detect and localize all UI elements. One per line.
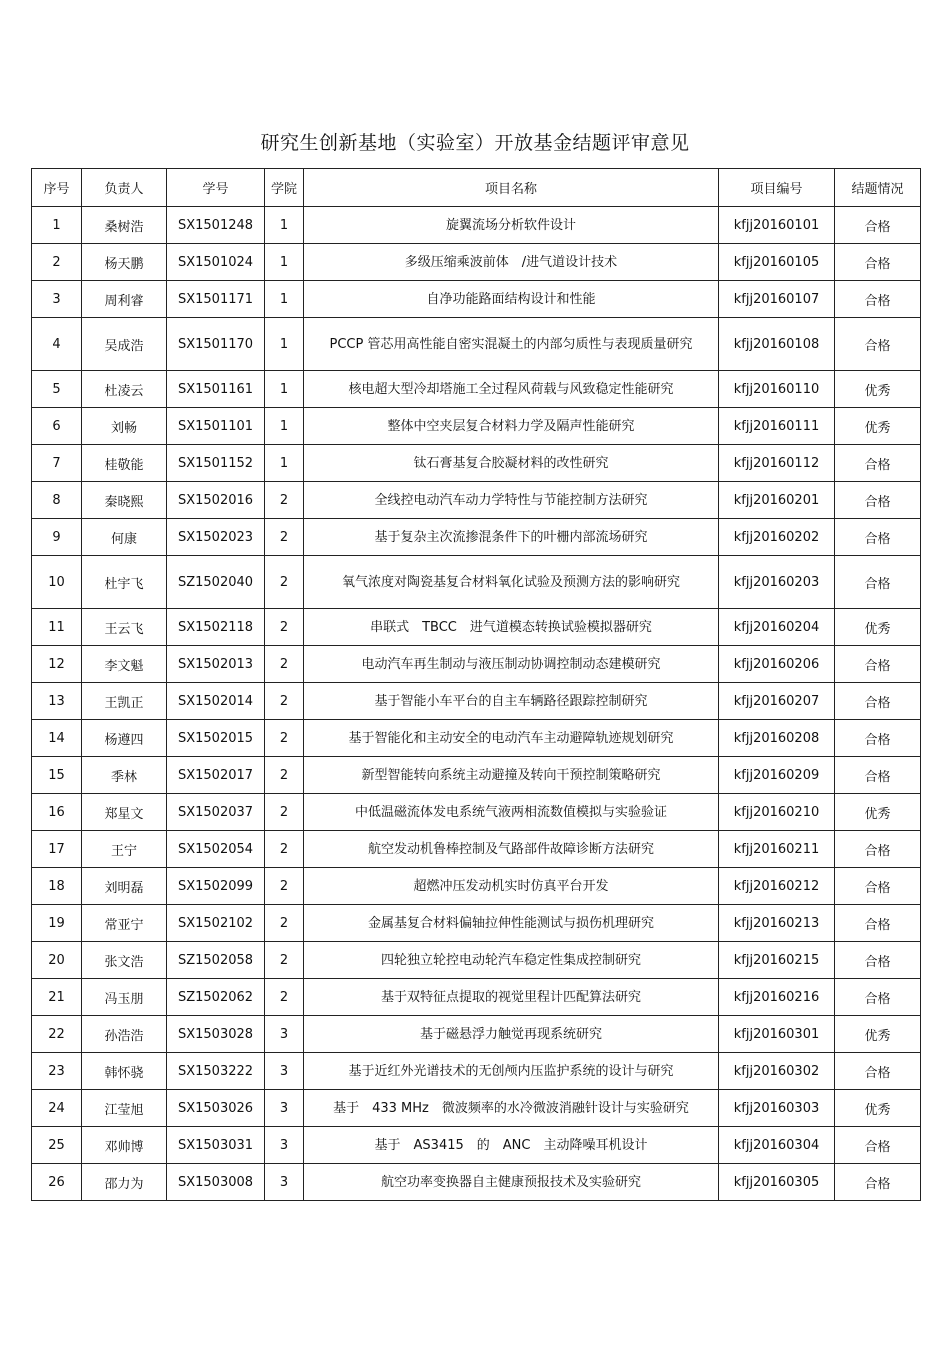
table-row (32, 905, 921, 942)
result: 合格 (835, 646, 921, 683)
leader-name: 秦晓熙 (82, 482, 167, 519)
header-leader: 负责人 (82, 169, 167, 207)
table-row (32, 408, 921, 445)
project-code: kfjj20160108 (719, 318, 835, 371)
row-index: 2 (32, 244, 82, 281)
student-id: SX1502013 (167, 646, 265, 683)
result: 合格 (835, 244, 921, 281)
project-code: kfjj20160305 (719, 1164, 835, 1201)
result: 合格 (835, 683, 921, 720)
table-row (32, 1016, 921, 1053)
leader-name: 孙浩浩 (82, 1016, 167, 1053)
result: 优秀 (835, 371, 921, 408)
row-index: 17 (32, 831, 82, 868)
header-project-name: 项目名称 (304, 169, 719, 207)
student-id: SX1502118 (167, 609, 265, 646)
row-index: 16 (32, 794, 82, 831)
leader-name: 杜凌云 (82, 371, 167, 408)
result: 合格 (835, 445, 921, 482)
project-code: kfjj20160206 (719, 646, 835, 683)
college: 2 (265, 794, 304, 831)
result: 合格 (835, 757, 921, 794)
college: 2 (265, 905, 304, 942)
table-row (32, 519, 921, 556)
table-row (32, 868, 921, 905)
student-id: SX1502016 (167, 482, 265, 519)
table-row (32, 1164, 921, 1201)
student-id: SZ1502058 (167, 942, 265, 979)
project-code: kfjj20160209 (719, 757, 835, 794)
table-row (32, 942, 921, 979)
college: 2 (265, 757, 304, 794)
project-name: 新型智能转向系统主动避撞及转向干预控制策略研究 (304, 757, 719, 794)
college: 2 (265, 519, 304, 556)
project-code: kfjj20160210 (719, 794, 835, 831)
result: 优秀 (835, 1016, 921, 1053)
college: 2 (265, 831, 304, 868)
student-id: SX1502037 (167, 794, 265, 831)
row-index: 18 (32, 868, 82, 905)
project-name: 自净功能路面结构设计和性能 (304, 281, 719, 318)
result: 合格 (835, 1127, 921, 1164)
student-id: SX1501152 (167, 445, 265, 482)
student-id: SX1502099 (167, 868, 265, 905)
student-id: SX1501170 (167, 318, 265, 371)
student-id: SX1501248 (167, 207, 265, 244)
leader-name: 韩怀骁 (82, 1053, 167, 1090)
header-student-id: 学号 (167, 169, 265, 207)
table-row (32, 683, 921, 720)
project-name: 航空发动机鲁棒控制及气路部件故障诊断方法研究 (304, 831, 719, 868)
table-row (32, 318, 921, 371)
table-row (32, 371, 921, 408)
student-id: SX1501171 (167, 281, 265, 318)
result: 合格 (835, 318, 921, 371)
result: 合格 (835, 556, 921, 609)
student-id: SX1501024 (167, 244, 265, 281)
row-index: 14 (32, 720, 82, 757)
project-code: kfjj20160107 (719, 281, 835, 318)
college: 2 (265, 556, 304, 609)
result: 合格 (835, 979, 921, 1016)
college: 2 (265, 646, 304, 683)
result: 合格 (835, 942, 921, 979)
project-name: 整体中空夹层复合材料力学及隔声性能研究 (304, 408, 719, 445)
project-code: kfjj20160211 (719, 831, 835, 868)
result: 合格 (835, 207, 921, 244)
table-row (32, 979, 921, 1016)
leader-name: 冯玉朋 (82, 979, 167, 1016)
table-row (32, 794, 921, 831)
result: 合格 (835, 1164, 921, 1201)
row-index: 15 (32, 757, 82, 794)
project-name: 基于 AS3415 的 ANC 主动降噪耳机设计 (304, 1127, 719, 1164)
row-index: 20 (32, 942, 82, 979)
table-row (32, 720, 921, 757)
project-name: 旋翼流场分析软件设计 (304, 207, 719, 244)
leader-name: 邵力为 (82, 1164, 167, 1201)
leader-name: 吴成浩 (82, 318, 167, 371)
project-code: kfjj20160212 (719, 868, 835, 905)
college: 2 (265, 609, 304, 646)
project-name: 串联式 TBCC 进气道模态转换试验模拟器研究 (304, 609, 719, 646)
row-index: 25 (32, 1127, 82, 1164)
leader-name: 季林 (82, 757, 167, 794)
college: 1 (265, 408, 304, 445)
leader-name: 邓帅博 (82, 1127, 167, 1164)
project-code: kfjj20160204 (719, 609, 835, 646)
student-id: SZ1502062 (167, 979, 265, 1016)
table-row (32, 831, 921, 868)
table-row (32, 207, 921, 244)
row-index: 13 (32, 683, 82, 720)
student-id: SX1501161 (167, 371, 265, 408)
leader-name: 王凯正 (82, 683, 167, 720)
project-name: 核电超大型冷却塔施工全过程风荷载与风致稳定性能研究 (304, 371, 719, 408)
result: 合格 (835, 720, 921, 757)
table-row (32, 482, 921, 519)
student-id: SX1501101 (167, 408, 265, 445)
project-code: kfjj20160302 (719, 1053, 835, 1090)
result: 优秀 (835, 609, 921, 646)
row-index: 6 (32, 408, 82, 445)
row-index: 21 (32, 979, 82, 1016)
project-name: 四轮独立轮控电动轮汽车稳定性集成控制研究 (304, 942, 719, 979)
college: 2 (265, 720, 304, 757)
row-index: 23 (32, 1053, 82, 1090)
leader-name: 桑树浩 (82, 207, 167, 244)
result: 合格 (835, 868, 921, 905)
student-id: SX1502017 (167, 757, 265, 794)
leader-name: 桂敬能 (82, 445, 167, 482)
row-index: 9 (32, 519, 82, 556)
project-code: kfjj20160101 (719, 207, 835, 244)
table-row (32, 556, 921, 609)
college: 2 (265, 868, 304, 905)
table-row (32, 609, 921, 646)
leader-name: 刘畅 (82, 408, 167, 445)
project-code: kfjj20160202 (719, 519, 835, 556)
leader-name: 张文浩 (82, 942, 167, 979)
project-name: 中低温磁流体发电系统气液两相流数值模拟与实验验证 (304, 794, 719, 831)
row-index: 8 (32, 482, 82, 519)
table-row (32, 1127, 921, 1164)
project-code: kfjj20160110 (719, 371, 835, 408)
table-row (32, 646, 921, 683)
row-index: 24 (32, 1090, 82, 1127)
project-code: kfjj20160215 (719, 942, 835, 979)
college: 2 (265, 482, 304, 519)
project-name: 基于近红外光谱技术的无创颅内压监护系统的设计与研究 (304, 1053, 719, 1090)
student-id: SZ1502040 (167, 556, 265, 609)
student-id: SX1502023 (167, 519, 265, 556)
leader-name: 江莹旭 (82, 1090, 167, 1127)
project-code: kfjj20160213 (719, 905, 835, 942)
table-row (32, 1090, 921, 1127)
project-name: 多级压缩乘波前体 /进气道设计技术 (304, 244, 719, 281)
leader-name: 王宁 (82, 831, 167, 868)
project-name: 超燃冲压发动机实时仿真平台开发 (304, 868, 719, 905)
row-index: 1 (32, 207, 82, 244)
college: 1 (265, 281, 304, 318)
college: 1 (265, 371, 304, 408)
row-index: 12 (32, 646, 82, 683)
college: 3 (265, 1016, 304, 1053)
student-id: SX1502014 (167, 683, 265, 720)
project-name: 基于复杂主次流掺混条件下的叶栅内部流场研究 (304, 519, 719, 556)
header-index: 序号 (32, 169, 82, 207)
student-id: SX1502054 (167, 831, 265, 868)
project-name: 基于 433 MHz 微波频率的水冷微波消融针设计与实验研究 (304, 1090, 719, 1127)
header-project-code: 项目编号 (719, 169, 835, 207)
leader-name: 杜宇飞 (82, 556, 167, 609)
project-name: 基于磁悬浮力触觉再现系统研究 (304, 1016, 719, 1053)
student-id: SX1502102 (167, 905, 265, 942)
project-name: 基于双特征点提取的视觉里程计匹配算法研究 (304, 979, 719, 1016)
college: 1 (265, 244, 304, 281)
student-id: SX1502015 (167, 720, 265, 757)
result: 优秀 (835, 1090, 921, 1127)
college: 3 (265, 1127, 304, 1164)
document-title: 研究生创新基地（实验室）开放基金结题评审意见 (260, 132, 690, 154)
result: 合格 (835, 1053, 921, 1090)
project-code: kfjj20160301 (719, 1016, 835, 1053)
student-id: SX1503008 (167, 1164, 265, 1201)
college: 2 (265, 979, 304, 1016)
college: 3 (265, 1164, 304, 1201)
project-name: PCCP 管芯用高性能自密实混凝土的内部匀质性与表现质量研究 (304, 318, 719, 371)
student-id: SX1503031 (167, 1127, 265, 1164)
header-result: 结题情况 (835, 169, 921, 207)
college: 2 (265, 683, 304, 720)
leader-name: 杨遵四 (82, 720, 167, 757)
table-row (32, 757, 921, 794)
table-row (32, 244, 921, 281)
leader-name: 周利睿 (82, 281, 167, 318)
header-row (32, 169, 921, 207)
student-id: SX1503028 (167, 1016, 265, 1053)
project-name: 基于智能小车平台的自主车辆路径跟踪控制研究 (304, 683, 719, 720)
project-code: kfjj20160303 (719, 1090, 835, 1127)
leader-name: 王云飞 (82, 609, 167, 646)
college: 3 (265, 1053, 304, 1090)
leader-name: 杨天鹏 (82, 244, 167, 281)
college: 1 (265, 318, 304, 371)
row-index: 26 (32, 1164, 82, 1201)
leader-name: 李文魁 (82, 646, 167, 683)
project-name: 氧气浓度对陶瓷基复合材料氧化试验及预测方法的影响研究 (304, 556, 719, 609)
project-code: kfjj20160111 (719, 408, 835, 445)
result: 合格 (835, 281, 921, 318)
review-table (31, 168, 921, 1201)
project-code: kfjj20160201 (719, 482, 835, 519)
project-name: 全线控电动汽车动力学特性与节能控制方法研究 (304, 482, 719, 519)
row-index: 22 (32, 1016, 82, 1053)
result: 优秀 (835, 408, 921, 445)
row-index: 3 (32, 281, 82, 318)
project-name: 航空功率变换器自主健康预报技术及实验研究 (304, 1164, 719, 1201)
result: 合格 (835, 482, 921, 519)
row-index: 7 (32, 445, 82, 482)
project-code: kfjj20160216 (719, 979, 835, 1016)
college: 2 (265, 942, 304, 979)
student-id: SX1503026 (167, 1090, 265, 1127)
project-code: kfjj20160112 (719, 445, 835, 482)
row-index: 11 (32, 609, 82, 646)
project-code: kfjj20160208 (719, 720, 835, 757)
college: 1 (265, 445, 304, 482)
leader-name: 常亚宁 (82, 905, 167, 942)
row-index: 4 (32, 318, 82, 371)
leader-name: 刘明磊 (82, 868, 167, 905)
result: 优秀 (835, 794, 921, 831)
row-index: 19 (32, 905, 82, 942)
leader-name: 何康 (82, 519, 167, 556)
project-name: 电动汽车再生制动与液压制动协调控制动态建模研究 (304, 646, 719, 683)
table-row (32, 1053, 921, 1090)
leader-name: 郑星文 (82, 794, 167, 831)
table-row (32, 281, 921, 318)
project-code: kfjj20160203 (719, 556, 835, 609)
project-name: 钛石膏基复合胶凝材料的改性研究 (304, 445, 719, 482)
student-id: SX1503222 (167, 1053, 265, 1090)
college: 1 (265, 207, 304, 244)
project-code: kfjj20160207 (719, 683, 835, 720)
result: 合格 (835, 905, 921, 942)
project-name: 基于智能化和主动安全的电动汽车主动避障轨迹规划研究 (304, 720, 719, 757)
row-index: 10 (32, 556, 82, 609)
result: 合格 (835, 519, 921, 556)
project-name: 金属基复合材料偏轴拉伸性能测试与损伤机理研究 (304, 905, 719, 942)
college: 3 (265, 1090, 304, 1127)
project-code: kfjj20160105 (719, 244, 835, 281)
row-index: 5 (32, 371, 82, 408)
table-row (32, 445, 921, 482)
result: 合格 (835, 831, 921, 868)
header-college: 学院 (265, 169, 304, 207)
project-code: kfjj20160304 (719, 1127, 835, 1164)
